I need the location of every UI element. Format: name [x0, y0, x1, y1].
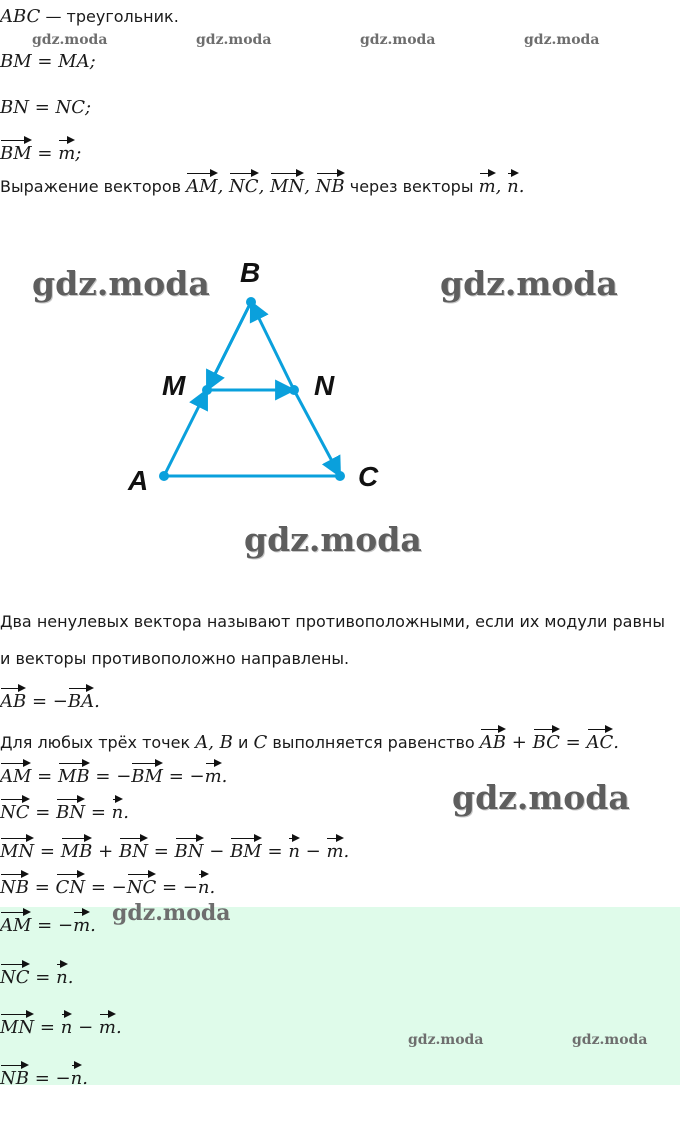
- vector-n: n: [71, 1063, 83, 1090]
- point-n: [289, 385, 299, 395]
- minus-sign: = −: [90, 877, 127, 898]
- rule-and: и: [238, 733, 249, 752]
- vector-bm-line: [207, 302, 251, 390]
- eq-sign: =: [37, 143, 59, 164]
- vector-bn: BN: [175, 836, 204, 863]
- eq-sign: =: [153, 841, 169, 862]
- vector-m: m: [73, 910, 90, 937]
- period: .: [613, 732, 620, 753]
- period: .: [115, 1017, 122, 1038]
- vector-ba: BA: [68, 686, 94, 713]
- label-a: A: [128, 465, 149, 496]
- watermark: gdz.moda: [440, 264, 618, 303]
- answer-mn: [0, 1012, 122, 1039]
- vector-m: m: [326, 836, 343, 863]
- answer-am: [0, 910, 96, 937]
- vector-bn: BN: [56, 797, 85, 824]
- watermark: gdz.moda: [112, 900, 231, 926]
- vector-n: n: [112, 797, 124, 824]
- eq-sign: =: [34, 877, 50, 898]
- period: .: [209, 877, 216, 898]
- label-c: C: [358, 461, 379, 492]
- plus-sign: +: [98, 841, 114, 862]
- eq-sign: =: [37, 766, 53, 787]
- definition-line-2: и векторы противоположно направлены.: [0, 649, 350, 668]
- eq-sign: =: [35, 802, 51, 823]
- vector-nb: NB: [0, 872, 29, 899]
- given-line: [0, 6, 179, 28]
- vector-mb: MB: [61, 836, 93, 863]
- watermark: gdz.moda: [408, 1032, 484, 1048]
- vector-nc: NC: [229, 171, 259, 198]
- given-text: — треугольник.: [45, 7, 179, 26]
- period: .: [221, 766, 228, 787]
- task-text-2: через векторы: [349, 177, 474, 196]
- eq-sign: =: [267, 841, 283, 862]
- solution-mn: [0, 836, 349, 863]
- vector-am: AM: [0, 761, 31, 788]
- minus-sign: = −: [168, 766, 205, 787]
- watermark: gdz.moda: [524, 32, 600, 48]
- period: .: [94, 691, 100, 712]
- watermark: gdz.moda: [360, 32, 436, 48]
- vector-nc: NC: [127, 872, 157, 899]
- vector-nb: NB: [316, 171, 345, 198]
- task-text: Выражение векторов: [0, 177, 182, 196]
- plus-sign: +: [511, 732, 527, 753]
- vector-am: AM: [0, 910, 31, 937]
- triangle-rule-line: [0, 727, 619, 754]
- minus-sign: −: [305, 841, 321, 862]
- task-line: Выражение векторов AM, NC, MN, NB через векторы m, n.: [0, 171, 524, 198]
- solution-am: [0, 761, 227, 788]
- period: .: [343, 841, 350, 862]
- minus-sign: −: [209, 841, 225, 862]
- vector-mn: MN: [0, 836, 34, 863]
- definition-line-1: Два ненулевых вектора называют противоположными, если их модули равны: [0, 612, 665, 631]
- eq-bn-nc: BN = NC;: [0, 97, 92, 118]
- answer-nb: [0, 1063, 88, 1090]
- vector-bm: BM: [131, 761, 163, 788]
- watermark: gdz.moda: [572, 1032, 648, 1048]
- opposite-example: [0, 686, 100, 713]
- vector-bn: BN: [119, 836, 148, 863]
- vector-m: m: [479, 171, 496, 198]
- eq-bm-ma: BM = MA;: [0, 51, 96, 72]
- vector-bc: BC: [533, 727, 560, 754]
- answer-block: [0, 907, 680, 1085]
- vector-mb: MB: [58, 761, 90, 788]
- solution-nb: [0, 872, 215, 899]
- minus-sign: −: [78, 1017, 94, 1038]
- vector-m: m: [58, 138, 75, 165]
- vector-am: AM: [186, 171, 217, 198]
- rule-point-c: C: [253, 732, 268, 753]
- rule-text-2: выполняется равенство: [272, 733, 475, 752]
- watermark: gdz.moda: [452, 778, 630, 817]
- vector-n: n: [288, 836, 300, 863]
- triangle-name: ABC: [0, 6, 41, 27]
- period: .: [518, 176, 525, 197]
- vector-nb: NB: [0, 1063, 29, 1090]
- point-a: [159, 471, 169, 481]
- vector-nc: NC: [0, 962, 30, 989]
- period: .: [67, 967, 74, 988]
- eq-sign: =: [565, 732, 581, 753]
- minus-sign: = −: [34, 1068, 71, 1089]
- vector-ab: AB: [480, 727, 506, 754]
- vector-bm: BM: [230, 836, 262, 863]
- vector-m: m: [205, 761, 222, 788]
- rule-text: Для любых трёх точек: [0, 733, 191, 752]
- vector-n: n: [507, 171, 519, 198]
- vector-m: m: [99, 1012, 116, 1039]
- label-n: N: [314, 370, 335, 401]
- period: .: [82, 1068, 88, 1089]
- eq-vector-bm: [0, 138, 81, 165]
- vector-mn: MN: [0, 1012, 34, 1039]
- answer-nc: [0, 962, 73, 989]
- label-m: M: [162, 370, 186, 401]
- eq-sign: =: [90, 802, 106, 823]
- watermark: gdz.moda: [32, 264, 210, 303]
- minus-sign: = −: [31, 691, 68, 712]
- rule-points: A, B: [195, 732, 233, 753]
- vector-nc-line: [294, 390, 340, 476]
- point-b: [246, 297, 256, 307]
- eq-sign: =: [35, 967, 51, 988]
- eq-sign: =: [39, 1017, 56, 1038]
- vector-nb-line: [251, 302, 294, 390]
- vector-n: n: [56, 962, 68, 989]
- period: .: [90, 915, 96, 936]
- eq-sign: =: [39, 841, 56, 862]
- vector-am-line: [164, 390, 207, 476]
- vector-bm: BM: [0, 138, 32, 165]
- vector-ab: AB: [0, 686, 26, 713]
- minus-sign: = −: [95, 766, 132, 787]
- minus-sign: = −: [161, 877, 198, 898]
- vector-mn: MN: [270, 171, 304, 198]
- watermark: gdz.moda: [244, 520, 422, 559]
- point-c: [335, 471, 345, 481]
- semicolon: ;: [75, 143, 82, 164]
- period: .: [123, 802, 129, 823]
- label-b: B: [240, 257, 261, 288]
- minus-sign: = −: [37, 915, 74, 936]
- vector-ac: AC: [587, 727, 614, 754]
- watermark: gdz.moda: [32, 32, 108, 48]
- vector-nc: NC: [0, 797, 30, 824]
- vector-cn: CN: [56, 872, 86, 899]
- watermark: gdz.moda: [196, 32, 272, 48]
- vector-n: n: [198, 872, 210, 899]
- vector-n: n: [61, 1012, 73, 1039]
- solution-nc: [0, 797, 129, 824]
- point-m: [202, 385, 212, 395]
